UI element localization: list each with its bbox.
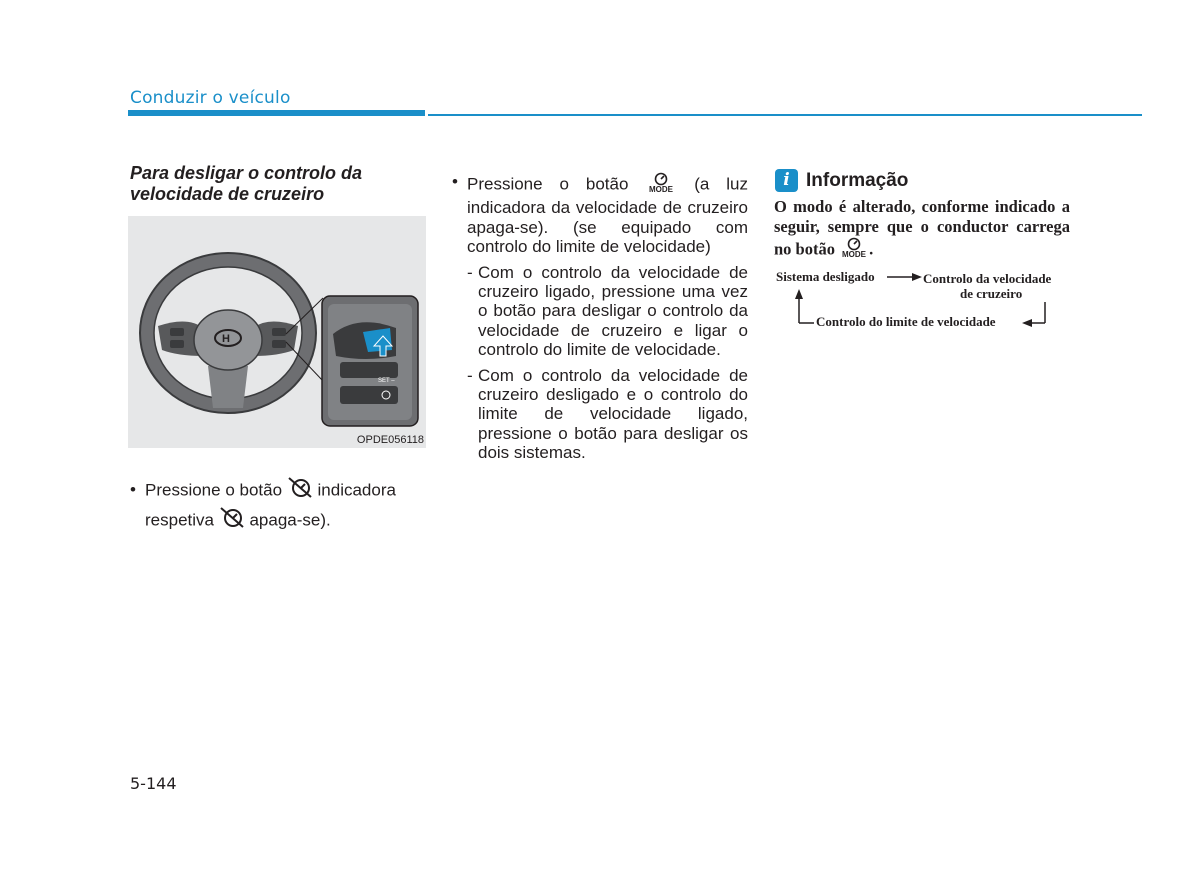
svg-text:H: H <box>222 333 230 345</box>
bullet-text-1: Pressione o botão <box>145 480 283 500</box>
mode-cycle-diagram <box>774 266 1074 336</box>
mode-bullet-suffix: (a luz indicadora da velocidade de cruzeiro apaga-se). (se equipado com controlo do limite de velocidade) <box>467 174 748 257</box>
header-rule-thick <box>128 110 425 116</box>
dash-item-2 <box>452 366 748 463</box>
bullet-text-3: respetiva <box>145 510 214 530</box>
mode-bullet <box>452 172 748 257</box>
mode-button-icon <box>645 172 677 198</box>
dash-item-text: Com o controlo da velocidade de cruzeiro ligado, pressione uma vez o botão para desligar o controlo da velocidade de cruzeiro e ligar o controlo do limite de velocidade. <box>478 262 748 360</box>
bullet-dot: • <box>130 480 136 499</box>
middle-column <box>452 172 748 463</box>
svg-text:SET –: SET – <box>378 378 395 384</box>
cruise-indicator-icon <box>219 506 245 536</box>
section-subheading: Para desligar o controlo da velocidade de cruzeiro <box>130 163 363 204</box>
figure-caption: OPDE056118 <box>356 434 424 446</box>
info-text-body: O modo é alterado, conforme indicado a seguir, sempre que o conductor carrega no botão <box>774 197 1070 259</box>
dash-mark: - <box>467 365 473 385</box>
bullet-text-4: apaga-se). <box>249 510 331 530</box>
dash-mark: - <box>467 262 473 282</box>
dash-item-1 <box>452 263 748 360</box>
info-title: Informação <box>806 170 909 191</box>
info-text-end: . <box>869 239 874 259</box>
info-icon: i <box>775 169 798 192</box>
mode-button-icon <box>839 237 869 264</box>
state-speed-limit: Controlo do limite de velocidade <box>816 314 996 329</box>
state-system-off: Sistema desligado <box>776 269 875 284</box>
diagram-arrows <box>774 266 1074 336</box>
bullet-dot: • <box>452 172 458 191</box>
header-section-title: Conduzir o veículo <box>130 88 291 108</box>
dash-item-text: Com o controlo da velocidade de cruzeiro desligado e o controlo do limite de velocidade ligado, pressione o botão para desligar os dois sistemas. <box>478 365 748 463</box>
state-cruise-control: Controlo da velocidade <box>923 271 1052 286</box>
steering-wheel-illustration <box>128 216 426 448</box>
state-cruise-control-line2: de cruzeiro <box>960 286 1023 301</box>
svg-text:MODE: MODE <box>649 185 674 194</box>
header-rule-thin <box>428 114 1142 116</box>
left-bullet-paragraph <box>130 476 426 536</box>
bullet-text-2: indicadora <box>317 480 396 500</box>
info-text <box>774 197 1070 264</box>
cruise-cancel-icon <box>287 476 313 506</box>
page-number: 5-144 <box>130 774 177 793</box>
steering-wheel-figure <box>128 216 426 448</box>
mode-bullet-prefix: Pressione o botão <box>467 174 629 194</box>
svg-text:MODE: MODE <box>842 250 867 259</box>
